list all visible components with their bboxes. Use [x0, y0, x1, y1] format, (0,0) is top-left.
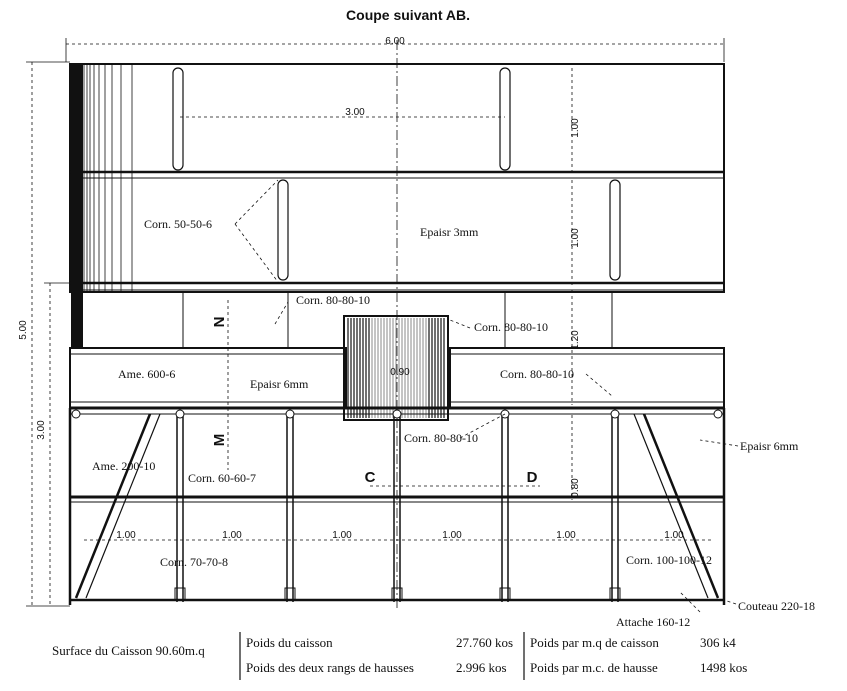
label-epais-6-right: Epaisr 6mm: [740, 439, 799, 453]
label-corn-50: Corn. 50-50-6: [144, 217, 212, 231]
bay-label: 1.00: [222, 530, 242, 541]
label-corn-60: Corn. 60-60-7: [188, 471, 256, 485]
left-hatching: [72, 64, 132, 348]
label-ame-600: Ame. 600-6: [118, 367, 176, 381]
leader-lines: [235, 180, 738, 612]
dim-total-width: 6.00: [385, 36, 405, 47]
footer-table: [52, 632, 747, 680]
label-corn-100: Corn. 100-100-12: [626, 553, 712, 567]
footer-poids-hausses-label: Poids des deux rangs de hausses: [246, 660, 414, 675]
bay-label: 1.00: [116, 530, 136, 541]
dim-lower-height: 3.00: [36, 420, 47, 440]
bay-label: 1.00: [332, 530, 352, 541]
label-corn-80-mid: Corn. 80-80-10: [500, 367, 574, 381]
label-corn-80-right: Corn. 80-80-10: [474, 320, 548, 334]
dim-height-center: 1.20: [570, 330, 581, 350]
label-epais-6: Epaisr 6mm: [250, 377, 309, 391]
dim-height-top: 1.00: [570, 118, 581, 138]
section-letter-c: C: [364, 469, 376, 486]
bay-label: 1.00: [556, 530, 576, 541]
label-corn-80-bottom: Corn. 80-80-10: [404, 431, 478, 445]
label-epais-3: Epaisr 3mm: [420, 225, 479, 239]
bay-label: 1.00: [664, 530, 684, 541]
bay-label: 1.00: [442, 530, 462, 541]
footer-poids-mc-label: Poids par m.c. de hausse: [530, 660, 658, 675]
footer-poids-caisson-label: Poids du caisson: [246, 635, 333, 650]
dim-span-top: 3.00: [345, 107, 365, 118]
footer-surface: Surface du Caisson 90.60m.q: [52, 643, 205, 658]
footer-poids-mc-value: 1498 kos: [700, 660, 748, 675]
footer-poids-mq-value: 306 k4: [700, 635, 736, 650]
dim-height-mid: 1.00: [570, 228, 581, 248]
label-ame-200: Ame. 200-10: [92, 459, 156, 473]
dim-overall-height: 5.00: [18, 320, 29, 340]
dim-tube-width: 0.90: [390, 367, 410, 378]
section-letter-n: N: [211, 316, 228, 328]
drawing-title: Coupe suivant AB.: [346, 7, 470, 23]
label-couteau: Couteau 220-18: [738, 599, 815, 613]
label-attache: Attache 160-12: [616, 615, 691, 629]
section-letter-m: M: [211, 433, 228, 447]
label-corn-80-top: Corn. 80-80-10: [296, 293, 370, 307]
footer-poids-hausses-value: 2.996 kos: [456, 660, 507, 675]
section-letter-d: D: [526, 469, 538, 486]
footer-poids-mq-label: Poids par m.q de caisson: [530, 635, 659, 650]
dim-height-lower: 0.80: [570, 478, 581, 498]
label-corn-70: Corn. 70-70-8: [160, 555, 228, 569]
footer-poids-caisson-value: 27.760 kos: [456, 635, 514, 650]
